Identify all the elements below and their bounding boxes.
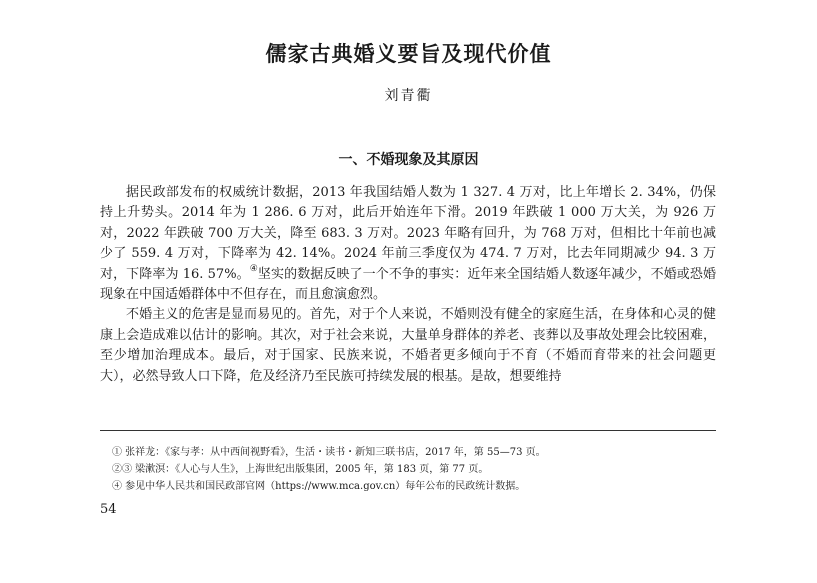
body-paragraph: 不婚主义的危害是显而易见的。首先，对于个人来说，不婚则没有健全的家庭生活，在身体和心灵的健康上会造成难以估计的影响。其次，对于社会来说，大量单身群体的养老、丧葬以及事故处理会比较困难，至少增加治理成本。最后，对于国家、民族来说，不婚者更多倾向于不育（不婚而育带来的社会问题更大），必然导致人口下降，危及经济乃至民族可持续发展的根基。是故，想要维持	[100, 307, 716, 384]
footnote-item: ②③ 梁漱溟：《人心与人生》，上海世纪出版集团，2005 年，第 183 页，第 77 页。	[112, 464, 489, 475]
footnote-divider	[100, 430, 716, 431]
footnotes	[100, 444, 716, 495]
article-title: 儒家古典婚义要旨及现代价值	[265, 42, 552, 66]
body-paragraph	[100, 183, 716, 305]
page-number: 54	[100, 502, 117, 517]
article-author: 刘青衢	[384, 88, 433, 104]
paragraph-text: 坚实的数据反映了一个不争的事实：近年来全国结婚人数逐年减少，不婚或恐婚现象在中国适婚群体中不但存在，而且愈演愈烈。	[100, 266, 716, 303]
paragraph-text: 据民政部发布的权威统计数据，2013 年我国结婚人数为 1 327. 4 万对，比上年增长 2. 34%，仍保持上升势头。2014 年为 1 286. 6 万对，此后开始连年下滑。2019 年跌破 1 000 万大关，为 926 万对，2022 年跌破 700 万大关，降至 683. 3 万对。2023 年略有回升，为 768 万对，但相比十年前也减少了 559. 4 万对，下降率为 42. 14%。2024 年前三季度仅为 474. 7 万对，比去年同期减少 94. 3 万对，下降率为 16. 57%。	[100, 185, 716, 282]
footnote-item: ④ 参见中华人民共和国民政部官网（https://www.mca.gov.cn）每年公布的民政统计数据。	[112, 481, 526, 492]
footnote-ref[interactable]: ④	[249, 263, 258, 274]
footnote-item: ① 张祥龙：《家与孝：从中西间视野看》，生活・读书・新知三联书店，2017 年，第 55—73 页。	[112, 447, 546, 458]
article-body	[100, 183, 716, 387]
section-heading: 一、不婚现象及其原因	[338, 152, 479, 168]
